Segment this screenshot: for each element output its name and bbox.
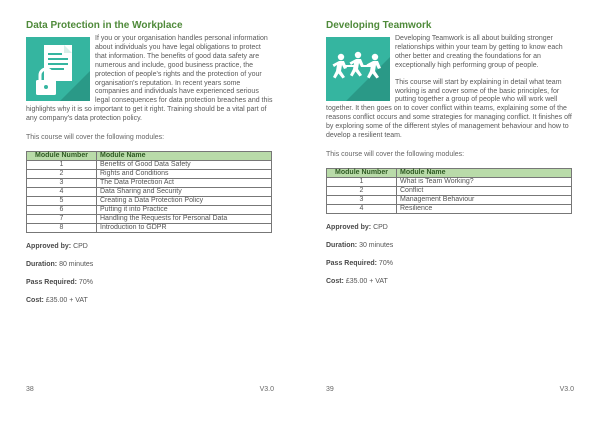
cost [26, 296, 274, 305]
table-header-row [27, 152, 272, 161]
page-number: 38 [26, 386, 34, 393]
module-number: 2 [27, 170, 97, 179]
module-number: 3 [327, 195, 397, 204]
module-name: Putting it into Practice [97, 206, 272, 215]
module-name: Conflict [397, 186, 572, 195]
header-module-name: Module Name [397, 168, 572, 177]
cost-label: Cost: [26, 297, 44, 305]
table-row [27, 179, 272, 188]
pass-label: Pass Required: [26, 279, 77, 287]
table-row [27, 170, 272, 179]
duration-label: Duration: [326, 241, 358, 249]
module-name: Management Behaviour [397, 195, 572, 204]
module-name: Introduction to GDPR [97, 224, 272, 233]
header-module-number: Module Number [327, 168, 397, 177]
table-row [27, 188, 272, 197]
module-name: What is Team Working? [397, 177, 572, 186]
module-name: Data Sharing and Security [97, 188, 272, 197]
course-intro [26, 35, 274, 124]
module-number: 4 [327, 204, 397, 213]
approved-label: Approved by: [326, 223, 372, 231]
approved-value: CPD [373, 223, 388, 231]
pass-value: 70% [78, 279, 93, 287]
module-number: 8 [27, 224, 97, 233]
table-row [327, 204, 572, 213]
module-number: 7 [27, 215, 97, 224]
module-name: Rights and Conditions [97, 170, 272, 179]
module-number: 4 [27, 188, 97, 197]
document-lock-icon [26, 37, 90, 101]
intro-text-p2: This course will start by explaining in detail what team working is and cover some of the basic principles, for putting together a group of people who will work well together. It then goes on to cover conflict within teams, explaining some of the reasons conflict occurs and some strategies for managing conflict. It finishes off by exploring some of the different styles of management behaviour and how to develop a resilient team. [326, 78, 572, 140]
module-number: 6 [27, 206, 97, 215]
modules-intro: This course will cover the following modules: [26, 134, 165, 142]
pass-value: 70% [378, 259, 393, 267]
cost [326, 277, 574, 286]
approved-by [26, 242, 274, 251]
modules-table [26, 151, 272, 233]
pass-required [26, 278, 274, 287]
table-row [327, 195, 572, 204]
pass-label: Pass Required: [326, 259, 377, 267]
duration-value: 80 minutes [59, 261, 94, 269]
table-row [27, 206, 272, 215]
duration [326, 241, 574, 250]
version-label: V3.0 [559, 386, 574, 393]
module-name: The Data Protection Act [97, 179, 272, 188]
module-number: 5 [27, 197, 97, 206]
module-number: 2 [327, 186, 397, 195]
module-name: Handling the Requests for Personal Data [97, 215, 272, 224]
header-module-number: Module Number [27, 152, 97, 161]
module-name: Resilience [397, 204, 572, 213]
table-header-row [327, 168, 572, 177]
table-row [27, 224, 272, 233]
page-right [300, 0, 600, 425]
cost-label: Cost: [326, 277, 344, 285]
cost-value: £35.00 + VAT [345, 277, 388, 285]
intro-text-p1: Developing Teamwork is all about building stronger relationships within your team by getting to know each other better and creating the foundations for an exceptionally high performing group of people. [395, 35, 563, 69]
header-module-name: Module Name [97, 152, 272, 161]
page-footer [26, 386, 274, 393]
approved-label: Approved by: [26, 243, 72, 251]
page-title: Developing Teamwork [326, 20, 432, 31]
course-intro [326, 35, 574, 141]
table-row [27, 215, 272, 224]
module-name: Creating a Data Protection Policy [97, 197, 272, 206]
page-number: 39 [326, 386, 334, 393]
modules-table [326, 168, 572, 214]
pass-required [326, 259, 574, 268]
module-name: Benefits of Good Data Safety [97, 161, 272, 170]
page-footer [326, 386, 574, 393]
approved-by [326, 223, 574, 232]
module-number: 3 [27, 179, 97, 188]
intro-text: If you or your organisation handles personal information about individuals you have legal obligations to protect that information. The benefits of good data safety are numerous and include, good business practice, the protection of people's rights and the protection of your organisation's reputation. In recent years some companies and individuals have experienced serious legal consequences for data protection breaches and this highlights why it is so important to get it right. Training should be a vital part of any company's data protection policy. [26, 35, 273, 123]
table-row [327, 186, 572, 195]
modules-intro: This course will cover the following modules: [326, 150, 465, 158]
duration-label: Duration: [26, 261, 58, 269]
team-running-icon [326, 37, 390, 101]
cost-value: £35.00 + VAT [45, 297, 88, 305]
duration [26, 260, 274, 269]
duration-value: 30 minutes [359, 241, 394, 249]
approved-value: CPD [73, 243, 88, 251]
table-row [27, 161, 272, 170]
page-title: Data Protection in the Workplace [26, 20, 183, 31]
module-number: 1 [327, 177, 397, 186]
table-row [327, 177, 572, 186]
table-row [27, 197, 272, 206]
version-label: V3.0 [259, 386, 274, 393]
module-number: 1 [27, 161, 97, 170]
